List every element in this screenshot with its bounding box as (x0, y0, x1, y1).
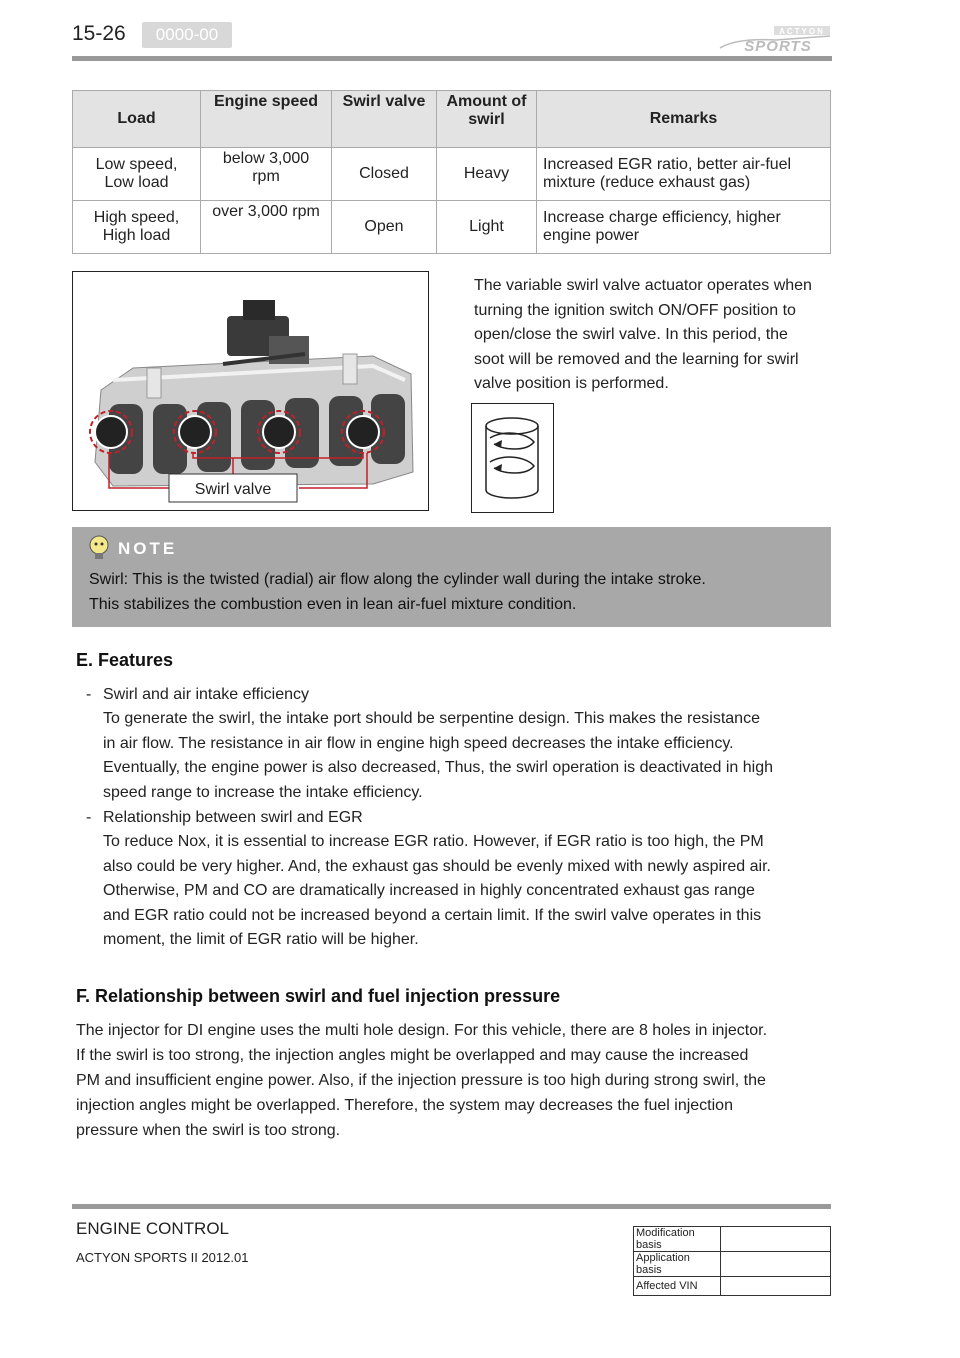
feature-item-1-line-3: Eventually, the engine power is also decreased, Thus, the swirl operation is deactivated in high (103, 759, 774, 776)
header-rule (72, 56, 832, 61)
basis-label: Affected VIN (634, 1277, 721, 1296)
injection-heading: F. Relationship between swirl and fuel injection pressure (76, 986, 561, 1006)
feature-item-1-line-4: speed range to increase the intake efficiency. (103, 784, 423, 801)
basis-value (721, 1252, 831, 1277)
footer-subtitle: ACTYON SPORTS II 2012.01 (76, 1250, 249, 1265)
feature-item-2-line-3: Otherwise, PM and CO are dramatically increased in highly concentrated exhaust gas range (103, 882, 755, 899)
basis-label: Application basis (634, 1252, 721, 1277)
injection-line-2: If the swirl is too strong, the injection angles might be overlapped and may cause the increased (76, 1047, 749, 1064)
bullet-dash: - (86, 809, 92, 826)
note-box (72, 527, 831, 627)
table-row (634, 1227, 831, 1252)
feature-item-1-line-1: To generate the swirl, the intake port should be serpentine design. This makes the resistance (103, 710, 760, 727)
logo-small-text: ACTYON (779, 27, 825, 36)
feature-item-2-line-1: To reduce Nox, it is essential to increase EGR ratio. However, if EGR ratio is too high, the PM (103, 833, 764, 850)
cell-amount: Heavy (437, 148, 537, 201)
basis-value (721, 1277, 831, 1296)
col-header-load: Load (73, 91, 201, 148)
table-row (634, 1277, 831, 1296)
swirl-valve-marker (90, 411, 132, 453)
swirl-valve-marker (174, 411, 216, 453)
feature-item-2-title: Relationship between swirl and EGR (103, 809, 363, 826)
col-header-swirl-valve: Swirl valve (332, 91, 437, 148)
section-code-badge: 0000-00 (142, 22, 232, 48)
note-line-1: Swirl: This is the twisted (radial) air flow along the cylinder wall during the intake stroke. (89, 571, 706, 588)
feature-item-1-title: Swirl and air intake efficiency (103, 686, 310, 703)
swirl-spec-table (72, 90, 831, 254)
lightbulb-icon (86, 534, 112, 562)
injection-line-3: PM and insufficient engine power. Also, if the injection pressure is too high during strong swirl, the (76, 1072, 766, 1089)
cell-remarks: Increase charge efficiency, higher engine power (537, 201, 831, 254)
bullet-dash: - (86, 686, 92, 703)
note-title: NOTE (118, 539, 178, 558)
table-header-row (73, 91, 831, 148)
injection-line-4: injection angles might be overlapped. Therefore, the system may decreases the fuel injection (76, 1097, 733, 1114)
basis-value (721, 1227, 831, 1252)
revision-basis-table (633, 1226, 831, 1296)
footer-rule (72, 1204, 831, 1209)
cell-remarks: Increased EGR ratio, better air-fuel mixture (reduce exhaust gas) (537, 148, 831, 201)
features-heading: E. Features (76, 650, 174, 670)
footer-title: ENGINE CONTROL (76, 1219, 230, 1238)
feature-item-2-line-5: moment, the limit of EGR ratio will be higher. (103, 931, 419, 948)
swirl-valve-marker (342, 411, 384, 453)
intake-manifold-figure (72, 271, 429, 511)
cell-engine-speed: over 3,000 rpm (201, 201, 332, 254)
basis-label: Modification basis (634, 1227, 721, 1252)
cell-engine-speed: below 3,000 rpm (201, 148, 332, 201)
table-row (634, 1252, 831, 1277)
intake-manifold-illustration (73, 272, 428, 510)
table-row (73, 201, 831, 254)
note-line-2: This stabilizes the combustion even in lean air-fuel mixture condition. (89, 596, 577, 613)
col-header-remarks: Remarks (537, 91, 831, 148)
col-header-amount-of-swirl: Amount of swirl (437, 91, 537, 148)
cell-swirl-valve: Open (332, 201, 437, 254)
swirl-valve-marker (258, 411, 300, 453)
page-number: 15-26 (72, 22, 126, 45)
cell-load: Low speed, Low load (73, 148, 201, 201)
cell-amount: Light (437, 201, 537, 254)
injection-line-1: The injector for DI engine uses the multi hole design. For this vehicle, there are 8 holes in injector. (76, 1022, 768, 1039)
swirl-actuator-description: The variable swirl valve actuator operates when turning the ignition switch ON/OFF position to open/close the swirl valve. In this period, the soot will be removed and the learning for swirl valve position is performed. (474, 277, 812, 392)
swirl-valve-label: Swirl valve (194, 481, 272, 498)
col-header-engine-speed: Engine speed (201, 91, 332, 148)
logo-main-text: SPORTS (744, 38, 812, 54)
cell-load: High speed, High load (73, 201, 201, 254)
injection-line-5: pressure when the swirl is too strong. (76, 1122, 341, 1139)
feature-item-2-line-2: also could be very higher. And, the exhaust gas should be evenly mixed with newly aspired air. (103, 858, 771, 875)
feature-item-2-line-4: and EGR ratio could not be increased beyond a certain limit. If the swirl valve operates in this (103, 907, 762, 924)
table-row (73, 148, 831, 201)
actyon-sports-logo (716, 24, 834, 54)
cell-swirl-valve: Closed (332, 148, 437, 201)
swirl-cylinder-diagram (471, 403, 554, 513)
feature-item-1-line-2: in air flow. The resistance in air flow in engine high speed decreases the intake efficiency. (103, 735, 734, 752)
